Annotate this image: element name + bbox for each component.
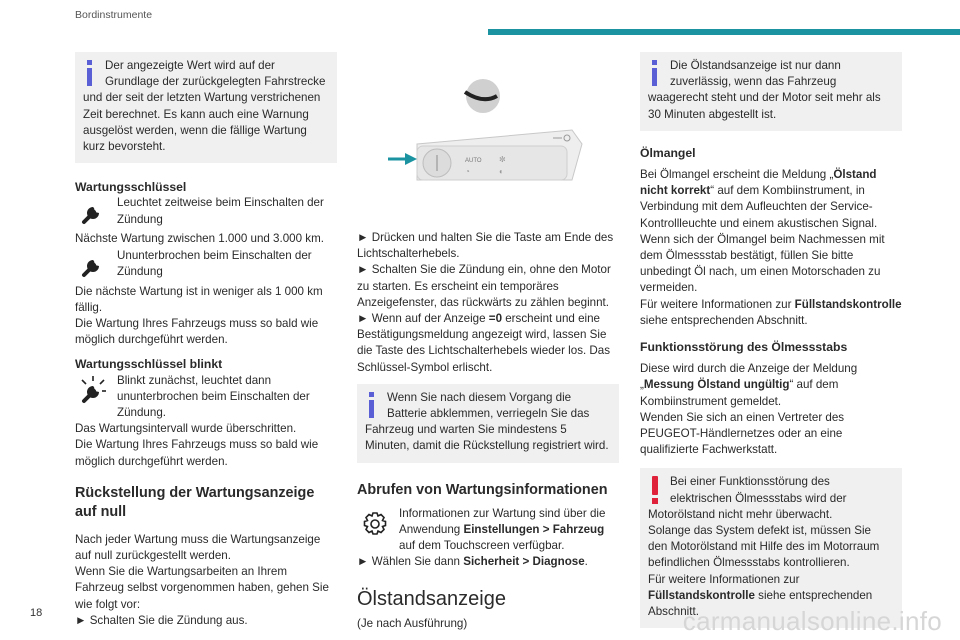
blink-text-2: Die Wartung Ihres Fahrzeugs muss so bald wie möglich durchgeführt werden. — [75, 438, 319, 468]
info-note-battery-text: Wenn Sie nach diesem Vorgang die Batterie abklemmen, verriegeln Sie das Fahrzeug und warten Sie mindestens 5 Minuten, damit die Rückstellung registriert wird. — [365, 390, 609, 453]
oil-lack-title: Ölmangel — [640, 145, 696, 160]
blink-item-text: Blinkt zunächst, leuchtet dann ununterbrochen beim Einschalten der Zündung. — [117, 373, 310, 420]
steering-wheel-icon — [465, 79, 500, 113]
push-arrow-icon — [388, 153, 417, 165]
column-1 — [75, 52, 337, 629]
dipstick-fault-p2: Wenden Sie sich an einen Vertreter des PEUGEOT-Händlernetzes oder an eine qualifizierte Fachwerkstatt. — [640, 410, 845, 457]
warning-p1: Bei einer Funktionsstörung des elektrischen Ölmessstabs wird der Motorölstand nicht mehr überwacht. — [648, 475, 847, 521]
wrench-text-2a: Die nächste Wartung ist in weniger als 1 000 km fällig. — [75, 284, 323, 314]
blink-item — [75, 373, 337, 422]
step-2: ► Schalten Sie die Zündung ein, ohne den Motor zu starten. Es erscheint ein temporäres Anzeigefenster, das rückwärts zu zählen beginnt. — [357, 263, 611, 309]
settings-info-text: Informationen zur Wartung sind über die Anwendung Einstellungen > Fahrzeug auf dem Touchscreen verfügbar. — [399, 506, 606, 553]
service-info-heading: Abrufen von Wartungsinformationen — [357, 481, 608, 498]
dipstick-fault-title: Funktionsstörung des Ölmessstabs — [640, 340, 848, 355]
wrench-item-1-text: Leuchtet zeitweise beim Einschalten der Zündung — [117, 196, 324, 226]
light-stalk-illustration — [357, 52, 619, 230]
column-3 — [640, 52, 902, 628]
wrench-item-1 — [75, 195, 337, 231]
watermark: carmanualsonline.info — [682, 606, 942, 636]
wrench-icon — [75, 195, 111, 231]
wrench-item-2 — [75, 248, 337, 284]
info-note-oil — [640, 52, 902, 131]
oil-lack-p2: Wenn sich der Ölmangel beim Nachmessen mit dem Ölmessstab bestätigt, füllen Sie bitte unbedingt Öl nach, um einen Motorschaden zu vermeiden. — [640, 232, 885, 295]
step-3: ► Wenn auf der Anzeige =0 erscheint und eine Bestätigungsmeldung angezeigt wird, lassen Sie die Taste des Lichtschalterhebels wieder los. Das Schlüssel-Symbol erlischt. — [357, 312, 611, 374]
wrench-title: Wartungsschlüssel — [75, 180, 187, 195]
info-note-battery — [357, 384, 619, 463]
oil-lack-p1: Bei Ölmangel erscheint die Meldung „Ölstand nicht korrekt“ auf dem Kombiinstrument, in Verbindung mit dem Aufleuchten der Service-Kontrollleuchte und einem akustischen Signal. — [640, 168, 878, 230]
info-icon — [365, 390, 379, 420]
step-1: ► Drücken und halten Sie die Taste am Ende des Lichtschalterhebels. — [357, 231, 614, 261]
oil-level-heading: Ölstandsanzeige — [357, 588, 506, 611]
section-title: Bordinstrumente — [75, 9, 153, 21]
oil-level-subtitle: (Je nach Ausführung) — [357, 617, 468, 631]
svg-text:◔: ◔ — [465, 167, 470, 176]
dipstick-fault-p1: Diese wird durch die Anzeige der Meldung „Messung Ölstand ungültig“ auf dem Kombiinstrument gemeldet. — [640, 362, 858, 408]
oil-lack-p3: Für weitere Informationen zur Füllstandskontrolle siehe entsprechenden Abschnitt. — [640, 297, 902, 327]
reset-heading: Rückstellung der Wartungsanzeige auf null — [75, 484, 315, 520]
svg-text:◐: ◐ — [499, 167, 504, 176]
gear-icon — [357, 506, 393, 542]
info-icon — [83, 58, 97, 88]
info-note-text: Der angezeigte Wert wird auf der Grundlage der zurückgelegten Fahrstrecke und der seit der letzten Wartung verstrichenen Zeit berechnet. Es kann auch eine Warnung ausgelöst werden, wenn die fällige Wartung kurz bevorsteht. — [83, 59, 326, 154]
wrench-icon — [75, 248, 111, 284]
warning-icon — [648, 474, 662, 504]
blink-text-1: Das Wartungsintervall wurde überschritten. — [75, 422, 297, 436]
header-accent-bar — [488, 29, 960, 35]
wrench-text-2b: Die Wartung Ihres Fahrzeugs muss so bald wie möglich durchgeführt werden. — [75, 317, 319, 347]
stalk-auto-label: AUTO — [465, 158, 482, 164]
settings-step: ► Wählen Sie dann Sicherheit > Diagnose. — [357, 555, 588, 569]
reset-text-2: Wenn Sie die Wartungsarbeiten an Ihrem Fahrzeug selbst vorgenommen haben, gehen Sie wie folgt vor: — [75, 565, 329, 611]
reset-step-1: ► Schalten Sie die Zündung aus. — [75, 613, 248, 627]
page-number: 18 — [30, 607, 43, 619]
warning-p3: Für weitere Informationen zur Füllstandskontrolle siehe entsprechenden Abschnitt. — [648, 572, 873, 619]
info-icon — [648, 58, 662, 88]
column-2 — [357, 52, 619, 633]
blink-title: Wartungsschlüssel blinkt — [75, 357, 223, 372]
info-note — [75, 52, 337, 163]
wrench-blink-icon — [75, 373, 111, 409]
info-note-oil-text: Die Ölstandsanzeige ist nur dann zuverlässig, wenn das Fahrzeug waagerecht steht und der Motor seit mehr als 30 Minuten abgestellt ist. — [648, 59, 881, 121]
svg-text:✼: ✼ — [499, 155, 506, 164]
reset-text-1: Nach jeder Wartung muss die Wartungsanzeige auf null zurückgestellt werden. — [75, 532, 321, 563]
warning-p2: Solange das System defekt ist, müssen Sie den Motorölstand mit Hilfe des im Motorraum befindlichen Ölmessstabs kontrollieren. — [648, 524, 880, 570]
settings-info-item — [357, 506, 619, 555]
wrench-text-1: Nächste Wartung zwischen 1.000 und 3.000 km. — [75, 232, 324, 246]
wrench-item-2-text: Ununterbrochen beim Einschalten der Zündung — [117, 248, 312, 278]
warning-note — [640, 468, 902, 628]
